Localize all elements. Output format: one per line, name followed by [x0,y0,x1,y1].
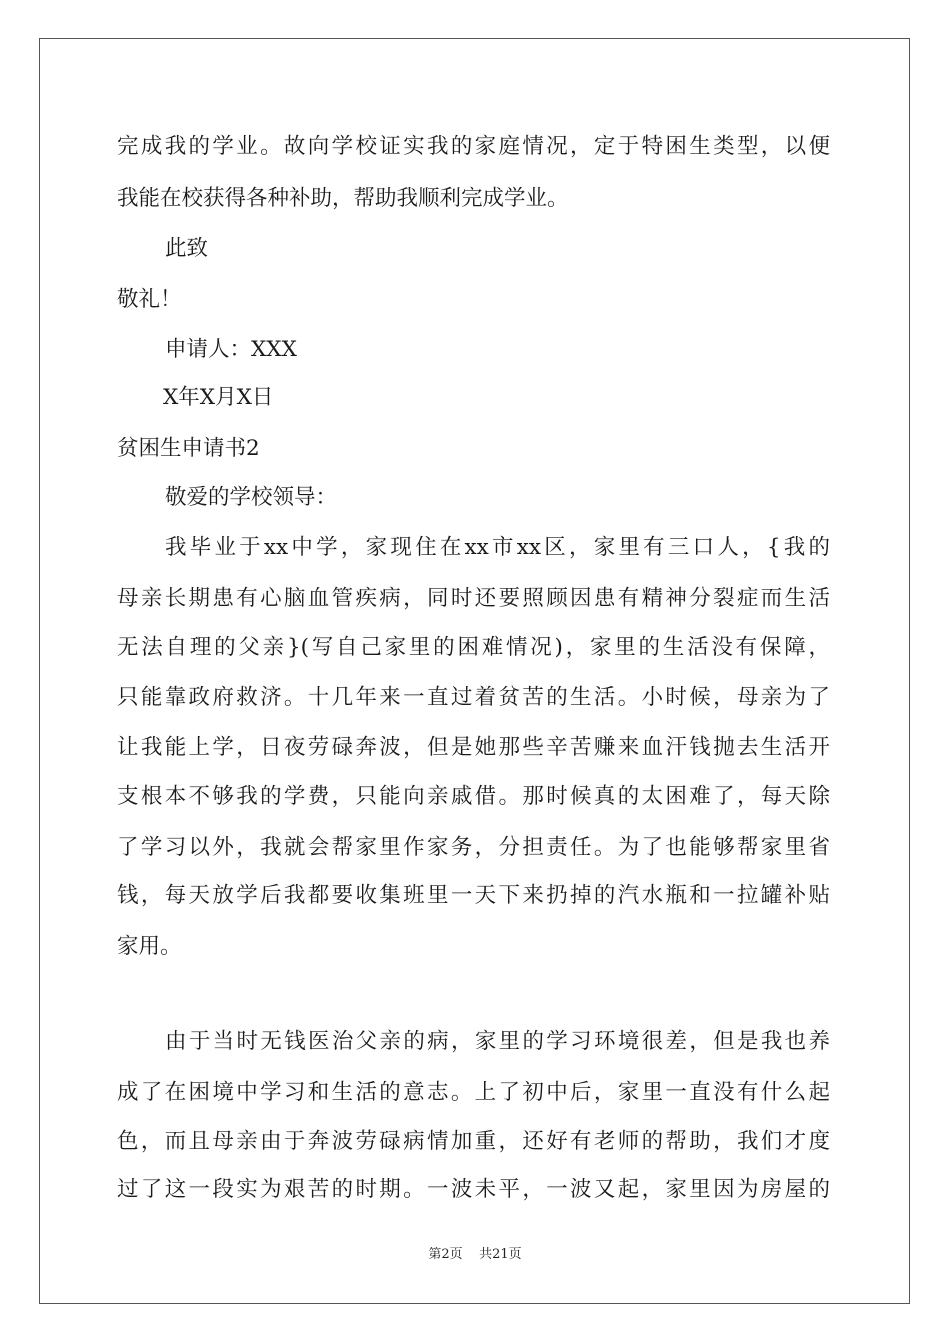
text-line: 了学习以外，我就会帮家里作家务，分担责任。为了也能够帮家里省 [117,835,830,860]
text-line: 由于当时无钱医治父亲的病，家里的学习环境很差，但是我也养 [165,1029,830,1054]
text-line: 色，而且母亲由于奔波劳碌病情加重，还好有老师的帮助，我们才度 [117,1129,830,1154]
page-number-footer: 第2页 共21页 [428,1247,522,1262]
salutation-line: 此致 [165,236,209,261]
text-line: 过了这一段实为艰苦的时期。一波未平，一波又起，家里因为房屋的 [117,1177,830,1202]
closing-line: 敬礼！ [117,287,182,312]
text-line: 支根本不够我的学费，只能向亲戚借。那时候真的太困难了，每天除 [117,784,830,809]
text-line: 只能靠政府救济。十几年来一直过着贫苦的生活。小时候，母亲为了 [117,685,830,710]
text-line: 完成我的学业。故向学校证实我的家庭情况，定于特困生类型，以便 [117,134,830,159]
text-line: 让我能上学，日夜劳碌奔波，但是她那些辛苦赚来血汗钱抛去生活开 [117,735,830,760]
greeting-line: 敬爱的学校领导： [165,485,338,510]
section-title: 贫困生申请书2 [117,436,260,461]
text-line: 我能在校获得各种补助，帮助我顺利完成学业。 [117,186,569,211]
text-line: 钱，每天放学后我都要收集班里一天下来扔掉的汽水瓶和一拉罐补贴 [117,883,830,908]
text-line: 无法自理的父亲}(写自己家里的困难情况)，家里的生活没有保障， [117,635,830,660]
date-line: X年X月X日 [163,385,274,410]
applicant-line: 申请人：XXX [165,337,297,362]
page-border [39,38,910,1304]
text-line: 成了在困境中学习和生活的意志。上了初中后，家里一直没有什么起 [117,1080,830,1105]
text-line: 我毕业于xx中学，家现住在xx市xx区，家里有三口人，{我的 [165,535,830,560]
text-line: 家用。 [117,934,182,959]
text-line: 母亲长期患有心脑血管疾病，同时还要照顾因患有精神分裂症而生活 [117,586,830,611]
